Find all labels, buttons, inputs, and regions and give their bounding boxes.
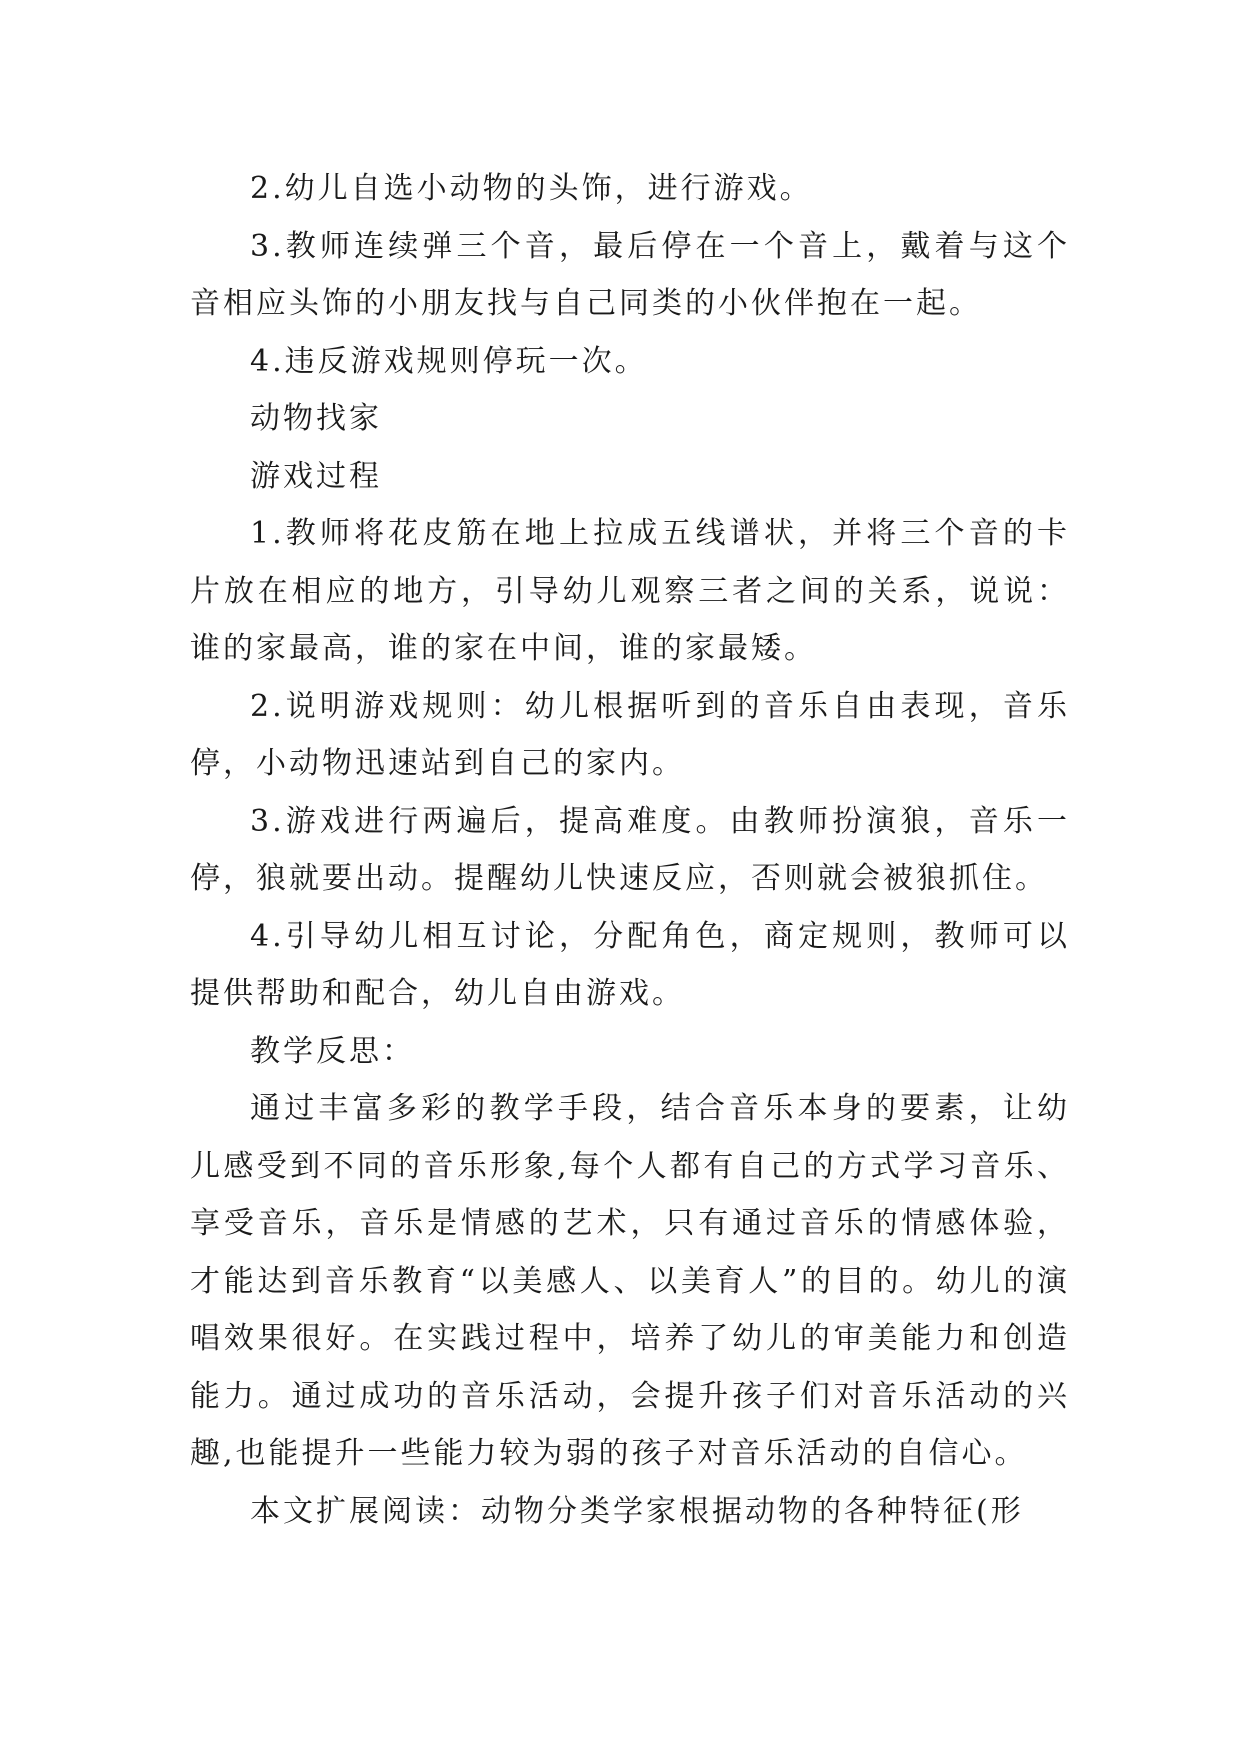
paragraph-three-notes: 3.教师连续弹三个音，最后停在一个音上，戴着与这个音相应头饰的小朋友找与自己同类的小伙伴抱在一起。 — [190, 228, 1070, 321]
paragraph-extended-reading: 本文扩展阅读：动物分类学家根据动物的各种特征(形 — [250, 1493, 1024, 1529]
section-title-reflection: 教学反思： — [250, 1033, 415, 1069]
document-page — [190, 160, 1070, 1540]
section-title-game-process: 游戏过程 — [250, 458, 382, 494]
paragraph-step-2: 2.说明游戏规则：幼儿根据听到的音乐自由表现，音乐停，小动物迅速站到自己的家内。 — [190, 688, 1070, 781]
section-title-animal-home: 动物找家 — [250, 401, 382, 436]
paragraph-step-3: 3.游戏进行两遍后，提高难度。由教师扮演狼，音乐一停，狼就要出动。提醒幼儿快速反应，否则就会被狼抓住。 — [190, 803, 1070, 896]
paragraph-step-1: 1.教师将花皮筋在地上拉成五线谱状，并将三个音的卡片放在相应的地方，引导幼儿观察三者之间的关系，说说：谁的家最高，谁的家在中间，谁的家最矮。 — [190, 516, 1070, 666]
paragraph-reflection: 通过丰富多彩的教学手段，结合音乐本身的要素，让幼儿感受到不同的音乐形象,每个人都有自己的方式学习音乐、享受音乐，音乐是情感的艺术，只有通过音乐的情感体验，才能达到音乐教育“以美感人、以美育人”的目的。幼儿的演唱效果很好。在实践过程中，培养了幼儿的审美能力和创造能力。通过成功的音乐活动，会提升孩子们对音乐活动的兴趣,也能提升一些能力较为弱的孩子对音乐活动的自信心。 — [190, 1091, 1070, 1471]
paragraph-step-4: 4.引导幼儿相互讨论，分配角色，商定规则，教师可以提供帮助和配合，幼儿自由游戏。 — [190, 918, 1070, 1011]
paragraph-headdress-choice: 2.幼儿自选小动物的头饰，进行游戏。 — [250, 171, 813, 206]
paragraph-rule-violation: 4.违反游戏规则停玩一次。 — [250, 343, 648, 379]
